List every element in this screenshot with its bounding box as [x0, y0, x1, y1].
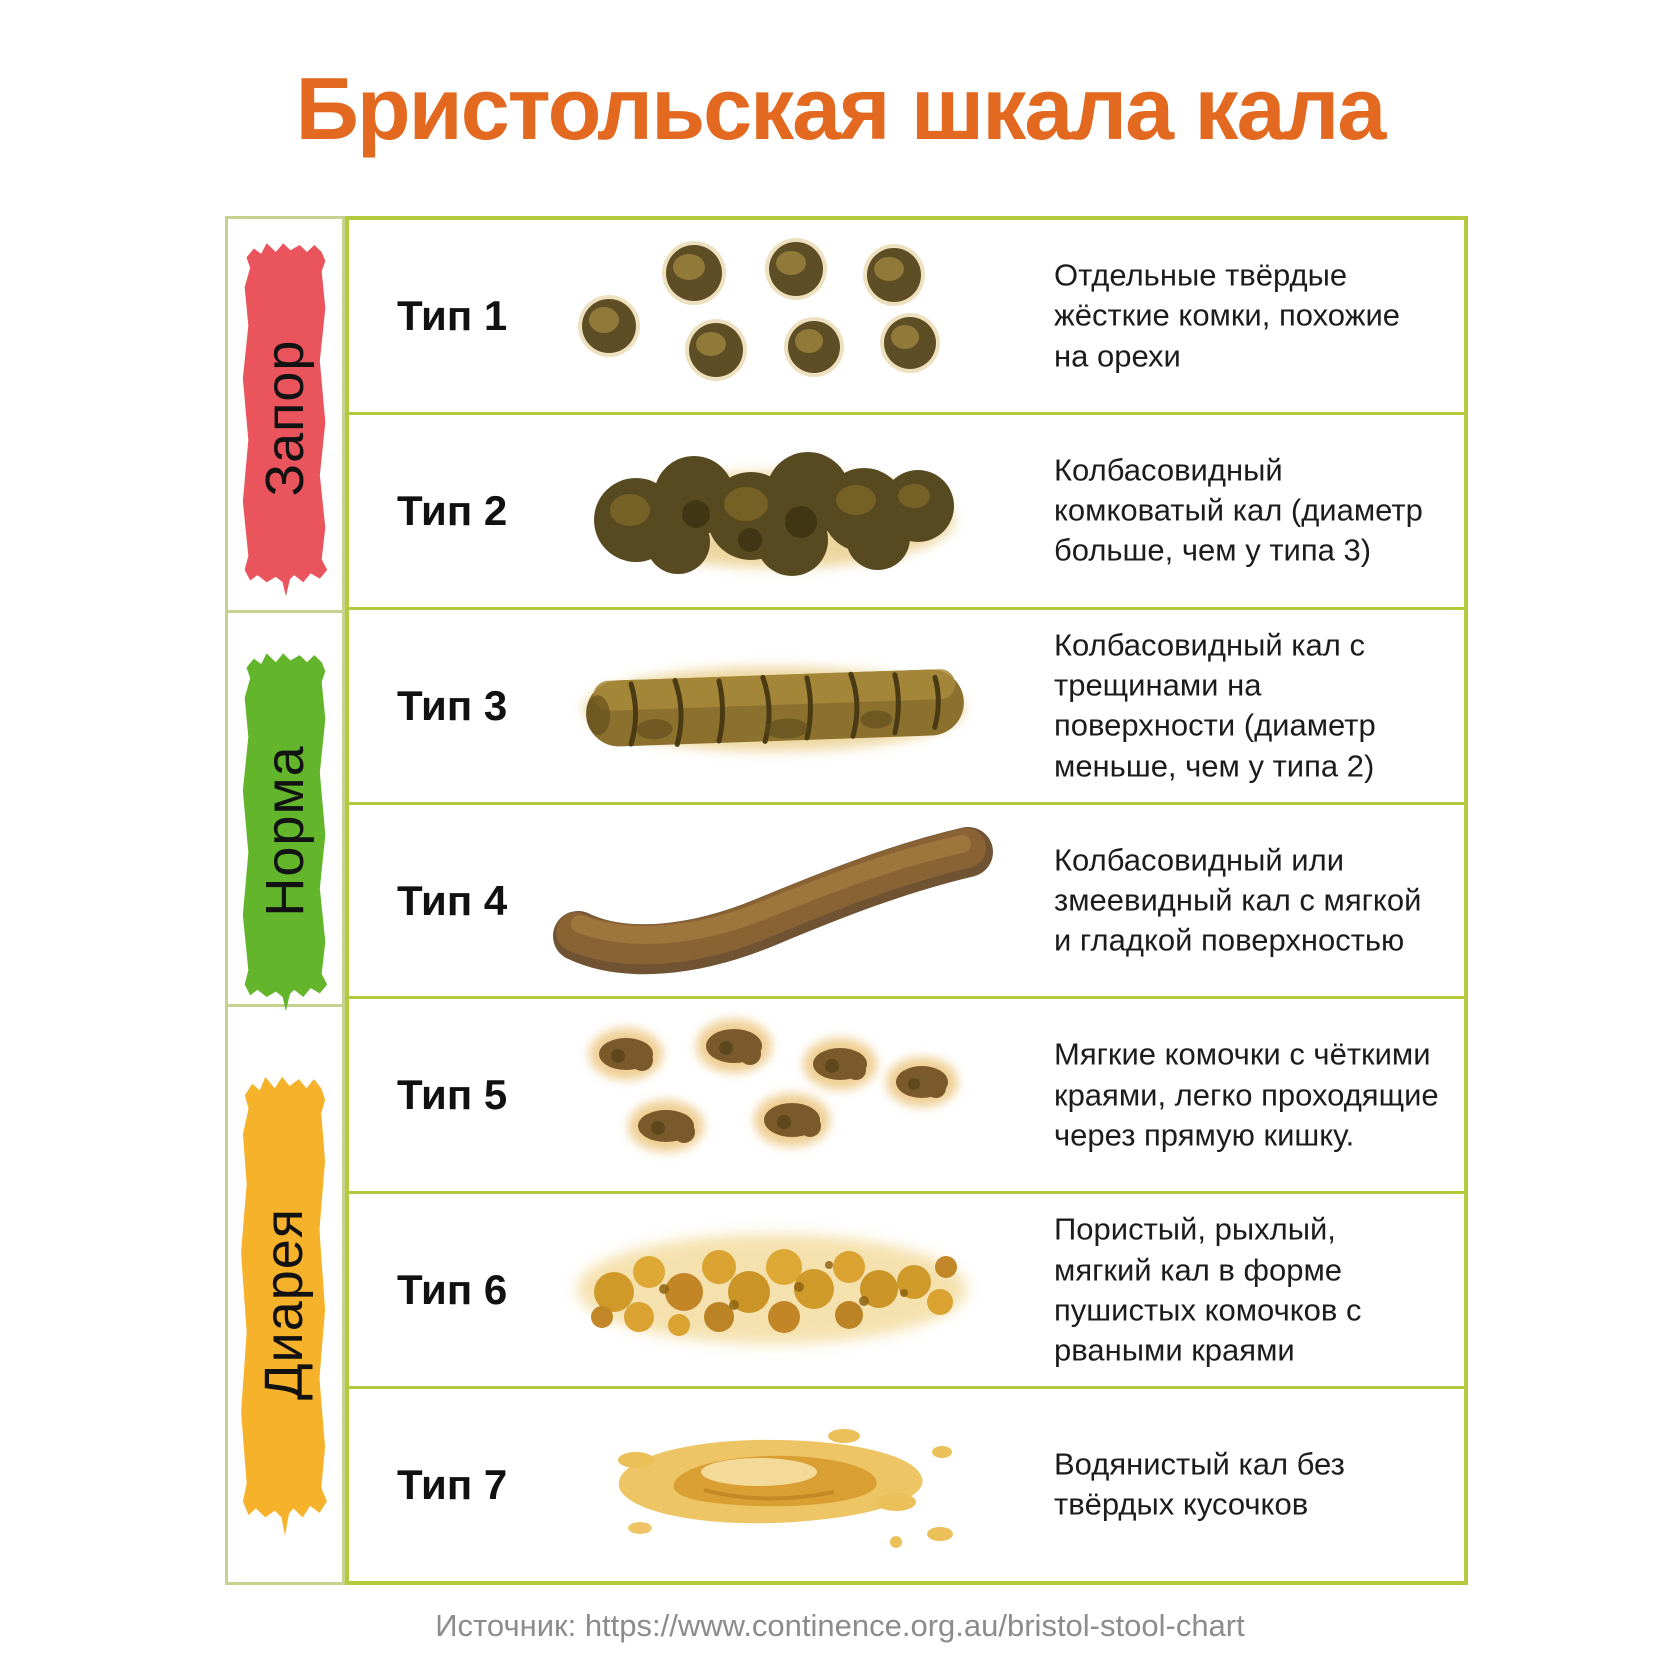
table-row-type-3 — [349, 610, 1464, 805]
type-7-description: Водянистый кал без твёрдых кусочков — [1054, 1446, 1345, 1523]
table-row-type-1 — [349, 220, 1464, 415]
soft-blobs-icon — [544, 1002, 1004, 1188]
normal-brush-stroke — [230, 648, 340, 1013]
type-7-illustration — [544, 1392, 1004, 1578]
type-3-label: Тип 3 — [397, 681, 508, 729]
source-attribution: Источник: https://www.continence.org.au/bristol-stool-chart — [435, 1608, 1245, 1643]
type-7-label: Тип 7 — [397, 1461, 508, 1509]
type-1-label: Тип 1 — [397, 291, 508, 339]
type-5-illustration — [544, 1002, 1004, 1188]
type-3-illustration — [544, 613, 1004, 799]
table-row-type-2 — [349, 415, 1464, 610]
type-5-description: Мягкие комочки с чёткими краями, легко проходящие через прямую кишку. — [1054, 1036, 1439, 1153]
fluffy-pieces-icon — [544, 1197, 1004, 1383]
type-2-label: Тип 2 — [397, 486, 508, 534]
type-3-description: Колбасовидный кал с трещинами на поверхности (диаметр меньше, чем у типа 2) — [1054, 627, 1376, 783]
type-6-label: Тип 6 — [397, 1266, 508, 1314]
type-2-illustration — [544, 418, 1004, 604]
table-row-type-7 — [349, 1389, 1464, 1581]
page-title: Бристольская шкала кала — [295, 59, 1385, 158]
type-6-description: Пористый, рыхлый, мягкий кал в форме пушистых комочков с рваными краями — [1054, 1211, 1362, 1368]
category-label-diarrhea: Диарея — [254, 1207, 314, 1401]
constipation-brush-stroke — [230, 238, 340, 598]
table-row-type-6 — [349, 1194, 1464, 1389]
stool-types-table — [345, 216, 1468, 1585]
type-4-label: Тип 4 — [397, 876, 508, 924]
type-1-illustration — [544, 223, 1004, 409]
diarrhea-brush-stroke — [228, 1070, 340, 1538]
type-1-description: Отдельные твёрдые жёсткие комки, похожие на орехи — [1054, 257, 1400, 374]
separate-hard-lumps-icon — [544, 223, 1004, 409]
category-label-normal: Норма — [255, 744, 315, 917]
type-6-illustration — [544, 1197, 1004, 1383]
type-4-description: Колбасовидный или змеевидный кал с мягкой и гладкой поверхностью — [1054, 842, 1422, 958]
watery-splash-icon — [544, 1392, 1004, 1578]
table-row-type-4 — [349, 805, 1464, 1000]
type-2-description: Колбасовидный комковатый кал (диаметр больше, чем у типа 3) — [1054, 452, 1423, 568]
type-5-label: Тип 5 — [397, 1071, 508, 1119]
category-label-constipation: Запор — [255, 339, 315, 497]
cracked-sausage-icon — [544, 613, 1004, 799]
table-row-type-5 — [349, 999, 1464, 1194]
type-4-illustration — [544, 808, 1004, 994]
lumpy-sausage-icon — [544, 418, 1004, 604]
smooth-snake-icon — [544, 808, 1004, 994]
